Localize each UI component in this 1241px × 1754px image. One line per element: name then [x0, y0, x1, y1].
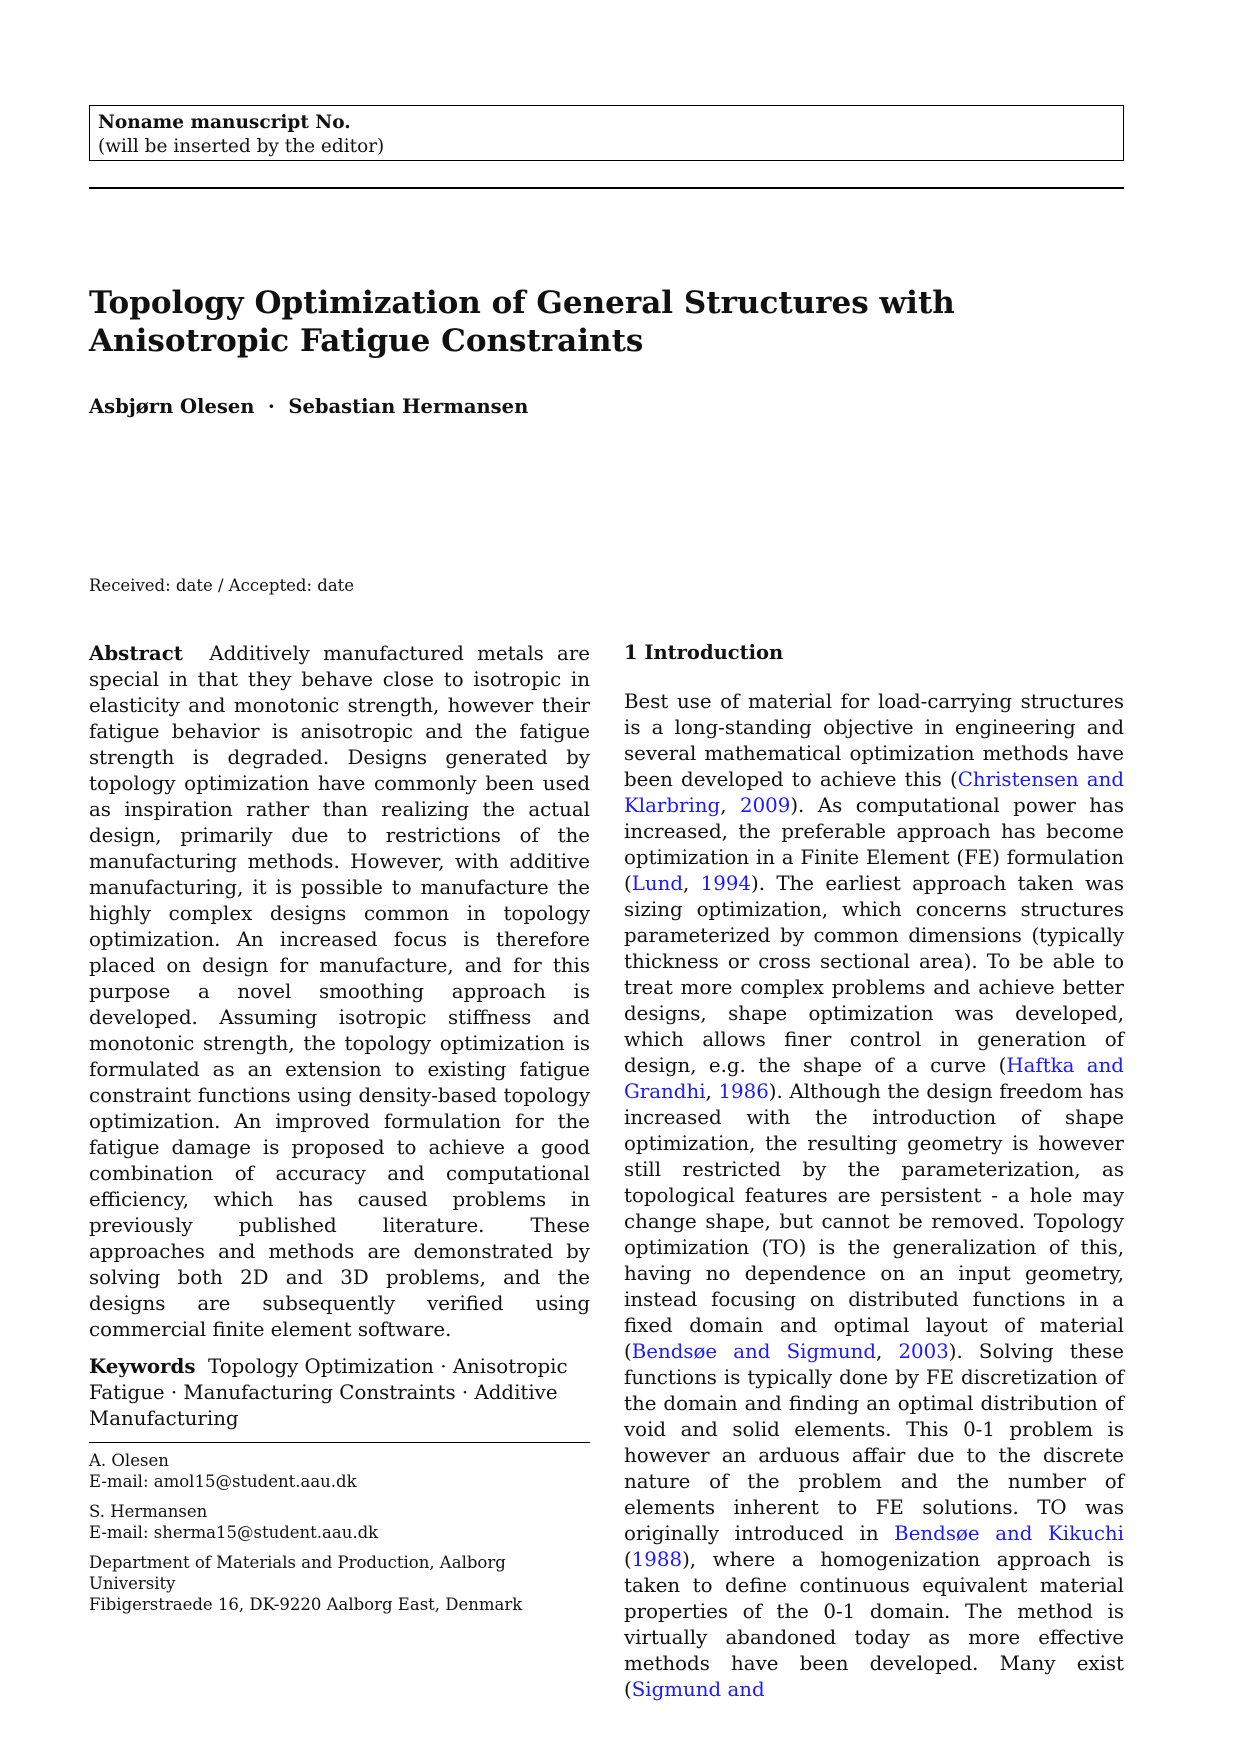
footnote-author-b [89, 1501, 590, 1543]
intro-text: , where a homogenization approach is taken to define continuous equivalent material properties of the 0-1 domain. The method is virtually abandoned today as more effective methods have been developed. Many exist ( [624, 1548, 1124, 1701]
paper-title: Topology Optimization of General Structures with Anisotropic Fatigue Constraints [89, 285, 955, 359]
footnote-author-a [89, 1450, 590, 1492]
citation-year-link[interactable]: 2009 [739, 794, 791, 817]
manuscript-number: Noname manuscript No. [98, 112, 351, 133]
intro-text: ). Solving these functions is typically done by FE discretization of the domain and finding an optimal distribution of void and solid elements. This 0-1 problem is however an arduous affair due to the discrete nature of the problem and the number of elements inherent to FE solutions. TO was originally introduced in [624, 1340, 1124, 1545]
abstract [89, 640, 590, 1343]
received-accepted: Received: date / Accepted: date [89, 576, 355, 595]
affiliation-address: Fibigerstraede 16, DK-9220 Aalborg East, Denmark [89, 1595, 523, 1614]
footnote-rule [89, 1442, 590, 1443]
section-heading: 1 Introduction [624, 641, 784, 664]
editor-note: (will be inserted by the editor) [98, 136, 385, 157]
header-rule [89, 187, 1124, 189]
editor-box [89, 105, 1124, 161]
author-olesen: Asbjørn Olesen [89, 395, 255, 418]
citation-year-link[interactable]: 2003 [898, 1340, 949, 1363]
author-a-email: E-mail: amol15@student.aau.dk [89, 1472, 357, 1491]
left-column [89, 640, 590, 1615]
keywords [89, 1353, 590, 1432]
right-column [624, 640, 1124, 1703]
abstract-label: Abstract [89, 641, 183, 665]
intro-text: ). As computational power has increased, the preferable approach has become optimization in a Finite Element (FE) formulation ( [624, 794, 1124, 895]
keywords-text: Topology Optimization · Anisotropic Fatigue · Manufacturing Constraints · Additive Manufacturing [89, 1355, 568, 1430]
author-list [89, 395, 528, 418]
intro-text: ). Although the design freedom has increased with the introduction of shape optimization, the resulting geometry is however still restricted by the parameterization, as topological features are persistent - a hole may change shape, but cannot be removed. Topology optimization (TO) is the generalization of this, having no dependence on an input geometry, instead focusing on distributed functions in a fixed domain and optimal layout of material ( [624, 1080, 1125, 1363]
author-hermansen: Sebastian Hermansen [288, 395, 529, 418]
intro-paragraph: Best use of material for load-carrying structures is a long-standing objective in engineering and several mathematical optimization methods have been developed to achieve this (Christensen and Klarbring, 2009). As computational power has increased, the preferable approach has become optimization in a Finite Element (FE) formulation (Lund, 1994). The earliest approach taken was sizing optimization, which concerns structures parameterized by common dimensions (typically thickness or cross sectional area). To be able to treat more complex problems and achieve better designs, shape optimization was developed, which allows finer control in generation of design, e.g. the shape of a curve (Haftka and Grandhi, 1986). Although the design freedom has increased with the introduction of shape optimization, the resulting geometry is however still restricted by the parameterization, as topological features are persistent - a hole may change shape, but cannot be removed. Topology optimization (TO) is the generalization of this, having no dependence on an input geometry, instead focusing on distributed functions in a fixed domain and optimal layout of material (Bendsøe and Sigmund, 2003). Solving these functions is typically done by FE discretization of the domain and finding an optimal distribution of void and solid elements. This 0-1 problem is however an arduous affair due to the discrete nature of the problem and the number of elements inherent to FE solutions. TO was originally introduced in Bendsøe and Kikuchi (1988), where a homogenization approach is taken to define continuous equivalent material properties of the 0-1 domain. The method is virtually abandoned today as more effective methods have been developed. Many exist (Sigmund and [624, 690, 1125, 1701]
citation-link[interactable]: Lund [631, 872, 683, 895]
affiliation-department: Department of Materials and Production, Aalborg University [89, 1553, 506, 1593]
citation-link[interactable]: Haftka and Grandhi [624, 1054, 1124, 1103]
abstract-text: Additively manufactured metals are special in that they behave close to isotropic in elasticity and monotonic strength, however their fatigue behavior is anisotropic and the fatigue strength is degraded. Designs generated by topology optimization have commonly been used as inspiration rather than realizing the actual design, primarily due to restrictions of the manufacturing methods. However, with additive manufacturing, it is possible to manufacture the highly complex designs common in topology optimization. An increased focus is therefore placed on design for manufacture, and for this purpose a novel smoothing approach is developed. Assuming isotropic stiffness and monotonic strength, the topology optimization is formulated as an extension to existing fatigue constraint functions using density-based topology optimization. An improved formulation for the fatigue damage is proposed to achieve a good combination of accuracy and computational efficiency, which has caused problems in previously published literature. These approaches and methods are demonstrated by solving both 2D and 3D problems, and the designs are subsequently verified using commercial finite element software. [89, 642, 591, 1341]
citation-link[interactable]: Bendsøe and Sigmund [631, 1340, 877, 1363]
citation-year-link[interactable]: 1988 [631, 1548, 683, 1571]
author-b-name: S. Hermansen [89, 1502, 208, 1521]
author-a-name: A. Olesen [89, 1451, 169, 1470]
author-separator: · [268, 395, 275, 418]
citation-link[interactable]: Christensen and Klarbring [624, 768, 1124, 817]
keywords-label: Keywords [89, 1354, 196, 1378]
citation-link[interactable]: Sigmund and [631, 1678, 765, 1701]
footnote-affiliation [89, 1552, 590, 1615]
citation-year-link[interactable]: 1994 [700, 872, 751, 895]
author-b-email: E-mail: sherma15@student.aau.dk [89, 1523, 379, 1542]
intro-text: ). The earliest approach taken was sizing optimization, which concerns structures parameterized by common dimensions (typically thickness or cross sectional area). To be able to treat more complex problems and achieve better designs, shape optimization was developed, which allows finer control in generation of design, e.g. the shape of a curve ( [624, 872, 1125, 1077]
citation-year-link[interactable]: 1986 [718, 1080, 769, 1103]
citation-link[interactable]: Bendsøe and Kikuchi [894, 1522, 1124, 1545]
intro-text: Best use of material for load-carrying structures is a long-standing objective in engineering and several mathematical optimization methods have been developed to achieve this ( [624, 690, 1124, 791]
